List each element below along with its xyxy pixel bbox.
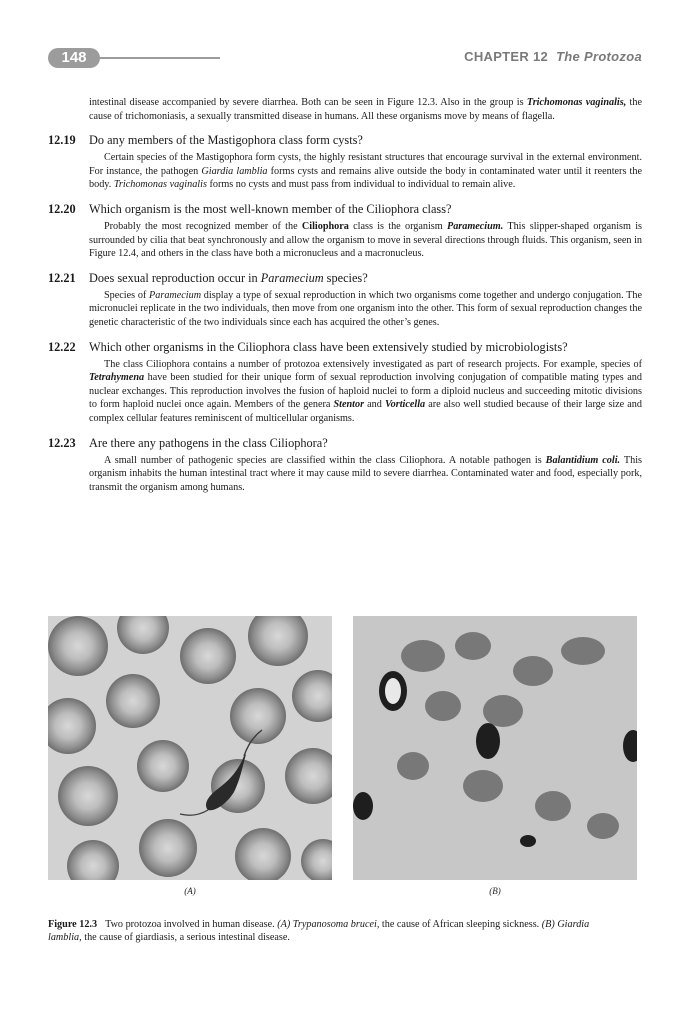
class-name: Ciliophora: [301, 220, 349, 232]
organism-name: Balantidium coli.: [545, 454, 621, 466]
question: [48, 435, 642, 451]
answer: [89, 151, 642, 192]
answer: [89, 289, 642, 330]
organism-name: Trichomonas vaginalis: [113, 179, 207, 191]
answer-text: are also well studied because of their large size and complex cellular features reminiscent of multicellular organisms.: [89, 399, 642, 424]
answer-text: display a type of sexual reproduction in which two organisms come together and undergo conjugation. The micronuclei replicate in the two individuals, then move from one organism into the other. This form of sexual reproduction changes the genetic characteristic of the two individuals since each has acquired the other’s genes.: [89, 289, 642, 328]
organism-name: Vorticella: [384, 399, 426, 411]
caption-text: the cause of giardiasis, a serious intestinal disease.: [81, 932, 290, 944]
answer: [89, 454, 642, 495]
question-text: Which organism is the most well-known member of the Ciliophora class?: [89, 201, 452, 216]
qa-12-22: [48, 339, 642, 426]
answer-text: forms cysts and remains alive outside the body in contaminated water until it reenters the body.: [89, 165, 642, 191]
intro-text: intestinal disease accompanied by severe diarrhea. Both can be seen in Figure 12.3. Also in the group is: [89, 97, 527, 108]
answer-text: Species of: [104, 289, 150, 301]
question-text: Do any members of the Mastigophora class form cysts?: [89, 133, 363, 148]
qa-12-21: [48, 270, 642, 330]
organism-name: Paramecium: [260, 270, 324, 285]
intro-text: the cause of trichomoniasis, a sexually transmitted disease in humans. All these organisms move by means of flagella.: [89, 97, 642, 122]
question: [48, 339, 642, 355]
answer-text: forms no cysts and must pass from individual to individual to remain alive.: [206, 179, 516, 191]
question-number: 12.22: [48, 339, 76, 354]
header-rule: [100, 57, 220, 59]
qa-12-23: [48, 435, 642, 495]
answer-text: The class Ciliophora contains a number of protozoa extensively investigated as part of research projects. For example, species of: [104, 358, 642, 370]
qa-12-20: [48, 201, 642, 261]
answer-text: and: [364, 399, 385, 411]
organism-name: Giardia lamblia,: [48, 919, 590, 944]
organism-name: Paramecium: [149, 289, 202, 301]
organism-name: Trypanosoma brucei,: [292, 919, 380, 930]
answer-text: Certain species of the Mastigophora form cysts, the highly resistant structures that encourage survival in the external environment. For instance, the pathogen: [89, 152, 642, 177]
chapter-number: CHAPTER 12: [464, 49, 549, 64]
figure-label: Figure 12.3: [48, 919, 98, 930]
question: [48, 201, 642, 217]
question: [48, 270, 642, 286]
answer: [89, 220, 642, 261]
question-number: 12.19: [48, 133, 76, 148]
chapter-heading: [464, 49, 642, 64]
page-number: 148: [48, 48, 100, 68]
intro-paragraph: [89, 96, 642, 123]
body-text: [48, 96, 642, 494]
question-text: Which other organisms in the Ciliophora class have been extensively studied by microbiologists?: [89, 339, 568, 354]
caption-panel-ref: (A): [277, 919, 291, 930]
answer: [89, 358, 642, 426]
question-number: 12.20: [48, 201, 76, 216]
caption-text: Two protozoa involved in human disease.: [105, 919, 278, 930]
question-text-part: species?: [323, 270, 368, 285]
running-header: [48, 46, 642, 72]
organism-name: Tetrahymena: [89, 372, 145, 384]
figure-caption: [48, 918, 618, 945]
question-number: 12.21: [48, 270, 76, 285]
answer-text: Probably the most recognized member of the: [104, 220, 302, 232]
question-number: 12.23: [48, 435, 76, 450]
caption-text: the cause of African sleeping sickness.: [379, 919, 542, 930]
question-text-part: Does sexual reproduction occur in: [89, 270, 261, 285]
panel-label-a: (A): [184, 886, 196, 896]
qa-12-19: [48, 132, 642, 192]
organism-name: Paramecium.: [446, 220, 504, 232]
panel-label-b: (B): [489, 886, 501, 896]
question-text: Are there any pathogens in the class Ciliophora?: [89, 435, 328, 450]
organism-name: Stentor: [333, 399, 365, 411]
micrograph-b-image: [353, 616, 637, 880]
answer-text: This slipper-shaped organism is surrounded by cilia that beat synchronously and allow the organism to move in several directions through fluids. This organism, seen in Figure 12.4, and others in the class have both a micronucleus and a macronucleus.: [89, 220, 642, 260]
caption-panel-ref: (B): [541, 919, 555, 930]
organism-name: Trichomonas vaginalis,: [526, 97, 627, 108]
answer-text: have been studied for their unique form of sexual reproduction involving conjugation of compatible mating types and nuclear exchanges. This reproduction involves the fusion of haploid nuclei to form a diploid nucleus and succeeding mitotic divisions to form haploid nuclei once again. Members of the genera: [89, 372, 642, 411]
answer-text: A small number of pathogenic species are classified within the class Ciliophora. A notable pathogen is: [104, 454, 546, 466]
answer-text: class is the organism: [348, 220, 447, 232]
answer-text: This organism inhabits the human intestinal tract where it may cause mild to severe diarrhea. Contaminated water and food, especially pork, transmit the organism among humans.: [89, 454, 642, 493]
micrograph-giardia: [353, 616, 637, 880]
question: [48, 132, 642, 148]
organism-name: Giardia lamblia: [201, 165, 268, 177]
micrograph-a-image: [48, 616, 332, 880]
question-text: [89, 270, 642, 286]
micrograph-trypanosoma: [48, 616, 332, 880]
chapter-title: The Protozoa: [556, 49, 642, 64]
